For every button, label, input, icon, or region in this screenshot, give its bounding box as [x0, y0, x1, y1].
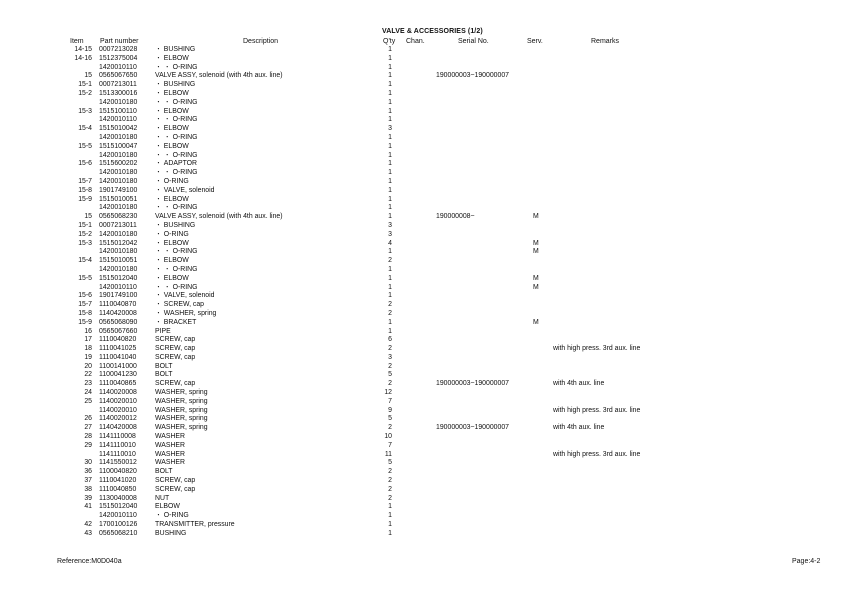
item-cell: 26: [84, 415, 92, 423]
item-cell: 41: [84, 503, 92, 511]
qty-cell: 1: [388, 98, 392, 106]
serv-cell: M: [533, 274, 539, 282]
description-cell: SCREW, cap: [155, 485, 196, 493]
remarks-cell: with high press. 3rd aux. line: [553, 450, 641, 458]
qty-cell: 1: [388, 107, 392, 115]
qty-cell: 1: [388, 169, 392, 177]
description-cell: ・ VALVE, solenoid: [155, 292, 215, 300]
item-cell: 15: [84, 213, 92, 221]
description-cell: ・ ・ O-RING: [155, 283, 198, 291]
description-cell: ・ ADAPTOR: [155, 160, 197, 168]
table-row: [0, 363, 842, 372]
part-number-cell: 1110041020: [99, 477, 137, 485]
part-number-cell: 1515012040: [99, 274, 138, 282]
description-cell: WASHER, spring: [155, 415, 208, 423]
table-row: [0, 292, 842, 301]
item-cell: 28: [84, 433, 92, 441]
header-part-number: Part number: [100, 38, 139, 45]
table-row: [0, 240, 842, 249]
part-number-cell: 0565068090: [99, 318, 138, 326]
description-cell: ・ SCREW, cap: [155, 301, 205, 309]
header-description: Description: [243, 38, 279, 45]
description-cell: ・ ・ O-RING: [155, 204, 198, 212]
table-row: [0, 530, 842, 539]
item-cell: 15-2: [78, 89, 92, 97]
item-cell: 15-9: [78, 318, 92, 326]
item-cell: 42: [84, 521, 92, 529]
qty-cell: 6: [388, 336, 392, 344]
part-number-cell: 1515010042: [99, 125, 138, 133]
table-row: [0, 196, 842, 205]
table-row: [0, 371, 842, 380]
description-cell: BUSHING: [155, 529, 187, 537]
description-cell: WASHER: [155, 433, 185, 441]
description-cell: ・ O-RING: [155, 512, 189, 520]
serial-no-cell: 190000003~190000007: [436, 424, 510, 432]
item-cell: 14-16: [74, 54, 92, 62]
table-row: [0, 415, 842, 424]
qty-cell: 2: [388, 301, 392, 309]
qty-cell: 1: [388, 133, 392, 141]
part-number-cell: 1515012040: [99, 503, 138, 511]
serv-cell: M: [533, 283, 539, 291]
table-row: [0, 90, 842, 99]
qty-cell: 1: [388, 186, 392, 194]
description-cell: ・ ELBOW: [155, 274, 189, 282]
footer-reference: Reference:M0D040a: [57, 558, 122, 565]
item-cell: 24: [84, 389, 92, 397]
qty-cell: 1: [388, 521, 392, 529]
part-number-cell: 1141550012: [99, 459, 137, 467]
description-cell: ・ BRACKET: [155, 318, 197, 326]
qty-cell: 2: [388, 468, 392, 476]
qty-cell: 1: [388, 327, 392, 335]
qty-cell: 3: [388, 221, 392, 229]
qty-cell: 11: [384, 450, 392, 458]
part-number-cell: 1140020008: [99, 389, 137, 397]
description-cell: WASHER: [155, 441, 185, 449]
header-remarks: Remarks: [591, 38, 620, 45]
part-number-cell: 1420010180: [99, 98, 138, 106]
part-number-cell: 0007213011: [99, 81, 137, 89]
qty-cell: 1: [388, 529, 392, 537]
table-row: [0, 160, 842, 169]
qty-cell: 7: [388, 441, 392, 449]
part-number-cell: 1515010051: [99, 195, 138, 203]
description-cell: VALVE ASSY, solenoid (with 4th aux. line): [155, 213, 283, 221]
item-cell: 15-6: [78, 160, 92, 168]
description-cell: BOLT: [155, 371, 173, 379]
qty-cell: 2: [388, 494, 392, 502]
table-row: [0, 99, 842, 108]
qty-cell: 2: [388, 477, 392, 485]
description-cell: NUT: [155, 494, 170, 502]
table-row: [0, 486, 842, 495]
table-row: [0, 72, 842, 81]
item-cell: 19: [84, 353, 92, 361]
serv-cell: M: [533, 213, 539, 221]
qty-cell: 1: [388, 213, 392, 221]
item-cell: 25: [84, 397, 92, 405]
description-cell: WASHER, spring: [155, 406, 208, 414]
serial-no-cell: 190000003~190000007: [436, 72, 510, 80]
qty-cell: 1: [388, 46, 392, 53]
table-row: [0, 64, 842, 73]
part-number-cell: 1140020010: [99, 406, 137, 414]
table-row: [0, 301, 842, 310]
part-number-cell: 1141110010: [99, 441, 136, 449]
table-row: [0, 152, 842, 161]
item-cell: 14-15: [74, 46, 92, 53]
description-cell: WASHER: [155, 459, 185, 467]
part-number-cell: 1110040850: [99, 485, 137, 493]
qty-cell: 2: [388, 257, 392, 265]
qty-cell: 1: [388, 283, 392, 291]
description-cell: PIPE: [155, 327, 171, 335]
description-cell: ・ ELBOW: [155, 89, 189, 97]
part-number-cell: 1420010110: [99, 283, 137, 291]
qty-cell: 5: [388, 459, 392, 467]
table-row: [0, 178, 842, 187]
table-row: [0, 257, 842, 266]
item-cell: 37: [84, 477, 92, 485]
part-number-cell: 1110040820: [99, 336, 137, 344]
part-number-cell: 1110041040: [99, 353, 137, 361]
item-cell: 15-4: [78, 257, 92, 265]
table-row: [0, 468, 842, 477]
description-cell: ・ BUSHING: [155, 221, 196, 229]
table-row: [0, 266, 842, 275]
remarks-cell: with high press. 3rd aux. line: [553, 345, 641, 353]
description-cell: VALVE ASSY, solenoid (with 4th aux. line): [155, 72, 283, 80]
part-number-cell: 1420010180: [99, 265, 138, 273]
part-number-cell: 1420010110: [99, 512, 137, 520]
description-cell: SCREW, cap: [155, 336, 196, 344]
parts-table: [0, 46, 842, 539]
part-number-cell: 1513300016: [99, 89, 138, 97]
part-number-cell: 1420010110: [99, 116, 137, 124]
item-cell: 38: [84, 485, 92, 493]
part-number-cell: 0007213011: [99, 221, 137, 229]
description-cell: ・ ・ O-RING: [155, 98, 198, 106]
description-cell: SCREW, cap: [155, 345, 196, 353]
item-cell: 22: [84, 371, 92, 379]
table-row: [0, 433, 842, 442]
item-cell: 18: [84, 345, 92, 353]
table-row: [0, 477, 842, 486]
table-row: [0, 354, 842, 363]
description-cell: ・ WASHER, spring: [155, 309, 217, 317]
part-number-cell: 1100040820: [99, 468, 137, 476]
qty-cell: 1: [388, 292, 392, 300]
item-cell: 17: [84, 336, 92, 344]
table-row: [0, 389, 842, 398]
description-cell: ・ BUSHING: [155, 81, 196, 89]
header-item: Item: [70, 38, 84, 45]
description-cell: TRANSMITTER, pressure: [155, 521, 235, 529]
table-row: [0, 134, 842, 143]
part-number-cell: 1141110010: [99, 450, 136, 458]
table-row: [0, 328, 842, 337]
footer-page-number: Page:4-2: [792, 558, 821, 565]
part-number-cell: 0007213028: [99, 46, 138, 53]
header-chan: Chan.: [406, 38, 425, 45]
remarks-cell: with 4th aux. line: [553, 424, 605, 432]
table-row: [0, 424, 842, 433]
part-number-cell: 1100141000: [99, 362, 137, 370]
part-number-cell: 1515100110: [99, 107, 137, 115]
description-cell: ・ ・ O-RING: [155, 151, 198, 159]
table-row: [0, 442, 842, 451]
qty-cell: 7: [388, 397, 392, 405]
description-cell: ・ ELBOW: [155, 107, 189, 115]
table-row: [0, 459, 842, 468]
description-cell: BOLT: [155, 362, 173, 370]
description-cell: BOLT: [155, 468, 173, 476]
description-cell: ELBOW: [155, 503, 180, 511]
description-cell: SCREW, cap: [155, 353, 196, 361]
item-cell: 43: [84, 529, 92, 537]
description-cell: ・ ・ O-RING: [155, 248, 198, 256]
item-cell: 15-4: [78, 125, 92, 133]
qty-cell: 1: [388, 512, 392, 520]
table-row: [0, 310, 842, 319]
qty-cell: 1: [388, 54, 392, 62]
part-number-cell: 1901749100: [99, 292, 138, 300]
part-number-cell: 1420010180: [99, 133, 138, 141]
part-number-cell: 1420010180: [99, 151, 138, 159]
qty-cell: 1: [388, 177, 392, 185]
table-row: [0, 46, 842, 55]
description-cell: ・ ELBOW: [155, 54, 189, 62]
qty-cell: 1: [388, 72, 392, 80]
item-cell: 20: [84, 362, 92, 370]
part-number-cell: 1700100126: [99, 521, 138, 529]
table-row: [0, 125, 842, 134]
table-row: [0, 222, 842, 231]
description-cell: WASHER, spring: [155, 397, 208, 405]
part-number-cell: 0565067660: [99, 327, 138, 335]
qty-cell: 5: [388, 415, 392, 423]
table-row: [0, 81, 842, 90]
part-number-cell: 1110040870: [99, 301, 137, 309]
header-serial-no: Serial No.: [458, 38, 489, 45]
part-number-cell: 1515100047: [99, 142, 138, 150]
qty-cell: 2: [388, 485, 392, 493]
table-row: [0, 231, 842, 240]
table-row: [0, 319, 842, 328]
table-row: [0, 116, 842, 125]
qty-cell: 3: [388, 353, 392, 361]
part-number-cell: 1515010051: [99, 257, 138, 265]
table-row: [0, 345, 842, 354]
description-cell: ・ ・ O-RING: [155, 116, 198, 124]
part-number-cell: 1420010110: [99, 63, 137, 71]
part-number-cell: 1901749100: [99, 186, 138, 194]
table-row: [0, 275, 842, 284]
serv-cell: M: [533, 248, 539, 256]
qty-cell: 1: [388, 142, 392, 150]
qty-cell: 1: [388, 265, 392, 273]
item-cell: 15-3: [78, 107, 92, 115]
description-cell: ・ ELBOW: [155, 257, 189, 265]
part-number-cell: 1141110008: [99, 433, 136, 441]
description-cell: ・ O-RING: [155, 177, 189, 185]
description-cell: ・ VALVE, solenoid: [155, 186, 215, 194]
qty-cell: 1: [388, 318, 392, 326]
item-cell: 30: [84, 459, 92, 467]
description-cell: ・ ELBOW: [155, 195, 189, 203]
remarks-cell: with high press. 3rd aux. line: [553, 406, 641, 414]
description-cell: WASHER: [155, 450, 185, 458]
description-cell: ・ ・ O-RING: [155, 169, 198, 177]
description-cell: ・ ELBOW: [155, 142, 189, 150]
part-number-cell: 1420010180: [99, 177, 138, 185]
table-row: [0, 512, 842, 521]
item-cell: 15: [84, 72, 92, 80]
table-row: [0, 336, 842, 345]
table-row: [0, 55, 842, 64]
table-row: [0, 213, 842, 222]
table-row: [0, 451, 842, 460]
qty-cell: 2: [388, 424, 392, 432]
qty-cell: 4: [388, 239, 392, 247]
qty-cell: 5: [388, 371, 392, 379]
item-cell: 15-7: [78, 301, 92, 309]
qty-cell: 10: [384, 433, 392, 441]
part-number-cell: 0565068210: [99, 529, 138, 537]
part-number-cell: 0565068230: [99, 213, 138, 221]
table-row: [0, 495, 842, 504]
description-cell: ・ BUSHING: [155, 46, 196, 53]
qty-cell: 1: [388, 248, 392, 256]
part-number-cell: 1110040865: [99, 380, 137, 388]
header-serv: Serv.: [527, 38, 543, 45]
part-number-cell: 1140020010: [99, 397, 137, 405]
part-number-cell: 1130040008: [99, 494, 137, 502]
part-number-cell: 1100041230: [99, 371, 137, 379]
item-cell: 27: [84, 424, 92, 432]
description-cell: ・ ・ O-RING: [155, 133, 198, 141]
item-cell: 23: [84, 380, 92, 388]
table-row: [0, 503, 842, 512]
table-row: [0, 169, 842, 178]
serv-cell: M: [533, 239, 539, 247]
table-row: [0, 380, 842, 389]
description-cell: WASHER, spring: [155, 389, 208, 397]
description-cell: SCREW, cap: [155, 380, 196, 388]
description-cell: ・ ・ O-RING: [155, 265, 198, 273]
qty-cell: 1: [388, 204, 392, 212]
description-cell: ・ ・ O-RING: [155, 63, 198, 71]
item-cell: 15-3: [78, 239, 92, 247]
item-cell: 15-7: [78, 177, 92, 185]
table-row: [0, 248, 842, 257]
item-cell: 39: [84, 494, 92, 502]
item-cell: 15-6: [78, 292, 92, 300]
qty-cell: 1: [388, 274, 392, 282]
qty-cell: 1: [388, 195, 392, 203]
table-row: [0, 284, 842, 293]
part-number-cell: 1140020012: [99, 415, 137, 423]
part-number-cell: 1420010180: [99, 169, 138, 177]
item-cell: 15-5: [78, 274, 92, 282]
part-number-cell: 1140420008: [99, 424, 137, 432]
item-cell: 15-1: [78, 221, 92, 229]
part-number-cell: 0565067650: [99, 72, 138, 80]
serial-no-cell: 190000003~190000007: [436, 380, 510, 388]
table-row: [0, 143, 842, 152]
qty-cell: 12: [384, 389, 392, 397]
table-row: [0, 398, 842, 407]
item-cell: 15-1: [78, 81, 92, 89]
qty-cell: 3: [388, 230, 392, 238]
qty-cell: 1: [388, 63, 392, 71]
item-cell: 15-8: [78, 309, 92, 317]
item-cell: 15-2: [78, 230, 92, 238]
part-number-cell: 1515600202: [99, 160, 138, 168]
description-cell: ・ O-RING: [155, 230, 189, 238]
description-cell: ・ ELBOW: [155, 125, 189, 133]
description-cell: WASHER, spring: [155, 424, 208, 432]
description-cell: ・ ELBOW: [155, 239, 189, 247]
serial-no-cell: 190000008~: [436, 213, 475, 221]
part-number-cell: 1515012042: [99, 239, 138, 247]
qty-cell: 1: [388, 160, 392, 168]
qty-cell: 9: [388, 406, 392, 414]
part-number-cell: 1140420008: [99, 309, 137, 317]
qty-cell: 1: [388, 116, 392, 124]
item-cell: 16: [84, 327, 92, 335]
table-row: [0, 407, 842, 416]
item-cell: 29: [84, 441, 92, 449]
item-cell: 15-8: [78, 186, 92, 194]
part-number-cell: 1420010180: [99, 204, 138, 212]
page-title: VALVE & ACCESSORIES (1/2): [382, 28, 483, 35]
qty-cell: 1: [388, 503, 392, 511]
qty-cell: 1: [388, 81, 392, 89]
item-cell: 36: [84, 468, 92, 476]
remarks-cell: with 4th aux. line: [553, 380, 605, 388]
part-number-cell: 1420010180: [99, 248, 138, 256]
item-cell: 15-5: [78, 142, 92, 150]
qty-cell: 2: [388, 380, 392, 388]
qty-cell: 2: [388, 309, 392, 317]
table-row: [0, 204, 842, 213]
qty-cell: 1: [388, 151, 392, 159]
table-row: [0, 521, 842, 530]
table-row: [0, 108, 842, 117]
part-number-cell: 1420010180: [99, 230, 138, 238]
header-qty: Q'ty: [383, 38, 396, 45]
description-cell: SCREW, cap: [155, 477, 196, 485]
item-cell: 15-9: [78, 195, 92, 203]
qty-cell: 3: [388, 125, 392, 133]
part-number-cell: 1512375004: [99, 54, 138, 62]
serv-cell: M: [533, 318, 539, 326]
table-row: [0, 187, 842, 196]
part-number-cell: 1110041025: [99, 345, 137, 353]
qty-cell: 2: [388, 362, 392, 370]
qty-cell: 2: [388, 345, 392, 353]
qty-cell: 1: [388, 89, 392, 97]
